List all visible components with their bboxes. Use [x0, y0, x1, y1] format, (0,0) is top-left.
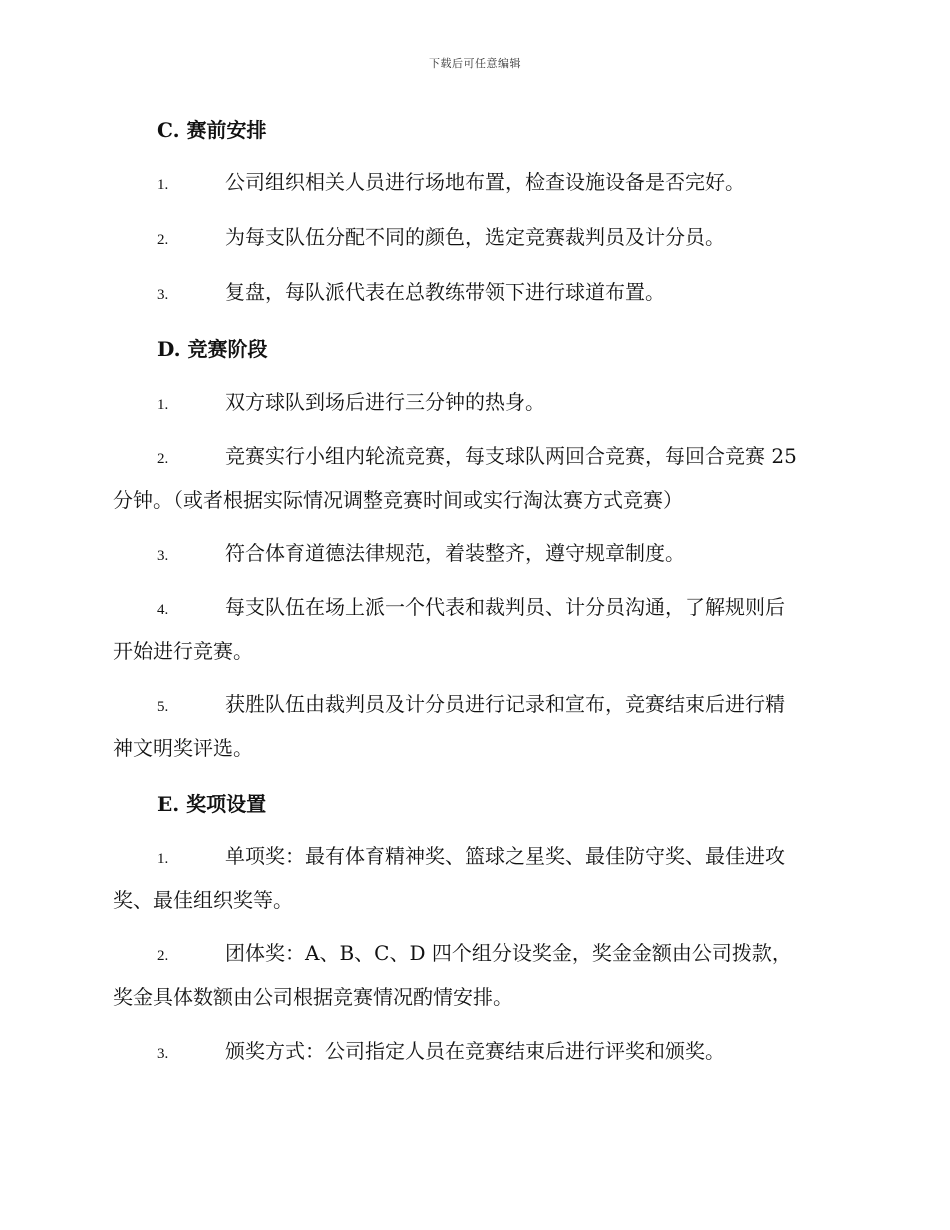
list-item: [113, 278, 843, 322]
item-text: 团体奖：A、B、C、D 四个组分设奖金，奖金金额由公司拨款，: [225, 941, 792, 965]
item-text-continuation: 奖、最佳组织奖等。: [113, 888, 293, 912]
item-number: 3.: [157, 548, 169, 564]
list-item: [113, 842, 843, 926]
list-item: [113, 539, 843, 583]
item-text: 双方球队到场后进行三分钟的热身。: [225, 390, 545, 414]
item-number: 2.: [157, 451, 169, 467]
item-number: 1.: [157, 397, 169, 413]
section-heading-d: D. 竞赛阶段: [157, 337, 268, 361]
item-text: 单项奖：最有体育精神奖、篮球之星奖、最佳防守奖、最佳进攻: [225, 844, 785, 868]
list-item: [113, 388, 843, 432]
list-item: [113, 223, 843, 267]
item-text-continuation: 神文明奖评选。: [113, 736, 253, 760]
list-item: [113, 1037, 843, 1081]
section-heading-c: C. 赛前安排: [157, 118, 267, 142]
item-number: 1.: [157, 851, 169, 867]
list-item: [113, 939, 843, 1023]
header-note: 下载后可任意编辑: [429, 57, 521, 70]
item-number: 1.: [157, 177, 169, 193]
item-text-continuation: 开始进行竞赛。: [113, 639, 253, 663]
item-text: 符合体育道德法律规范，着装整齐，遵守规章制度。: [225, 541, 685, 565]
item-number: 3.: [157, 1046, 169, 1062]
item-text: 颁奖方式：公司指定人员在竞赛结束后进行评奖和颁奖。: [225, 1039, 725, 1063]
item-text-continuation: 分钟。（或者根据实际情况调整竞赛时间或实行淘汰赛方式竞赛）: [113, 488, 683, 512]
item-number: 5.: [157, 699, 169, 715]
item-number: 3.: [157, 287, 169, 303]
list-item: [113, 442, 843, 526]
list-item: [113, 168, 843, 212]
item-text: 竞赛实行小组内轮流竞赛，每支球队两回合竞赛，每回合竞赛 25: [225, 444, 797, 468]
list-item: [113, 593, 843, 677]
list-item: [113, 690, 843, 774]
item-text-continuation: 奖金具体数额由公司根据竞赛情况酌情安排。: [113, 985, 513, 1009]
item-text: 公司组织相关人员进行场地布置，检查设施设备是否完好。: [225, 170, 745, 194]
section-heading-e: E. 奖项设置: [157, 792, 267, 816]
item-text: 每支队伍在场上派一个代表和裁判员、计分员沟通，了解规则后: [225, 595, 785, 619]
item-number: 2.: [157, 232, 169, 248]
item-number: 4.: [157, 602, 169, 618]
item-text: 获胜队伍由裁判员及计分员进行记录和宣布，竞赛结束后进行精: [225, 692, 785, 716]
item-text: 为每支队伍分配不同的颜色，选定竞赛裁判员及计分员。: [225, 225, 725, 249]
item-text: 复盘，每队派代表在总教练带领下进行球道布置。: [225, 280, 665, 304]
item-number: 2.: [157, 948, 169, 964]
